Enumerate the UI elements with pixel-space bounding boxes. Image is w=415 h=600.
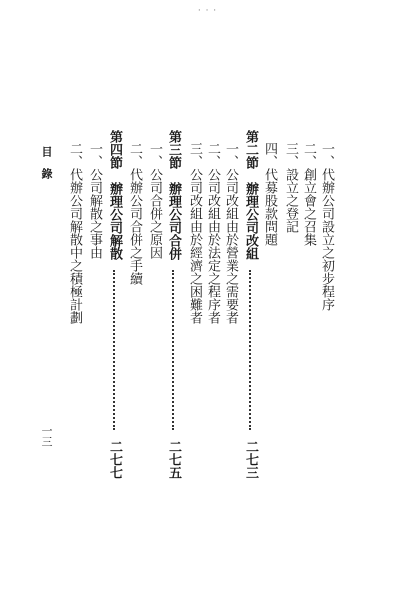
page-number-section-4: 二七七 (107, 440, 122, 479)
leader-dots-section-3 (172, 270, 174, 430)
leader-dots-section-2 (249, 270, 251, 430)
toc-entry-5: 一、公司改組由於營業之需要者 (223, 142, 238, 324)
header-mark: · · · (197, 6, 218, 16)
toc-entry-2: 二、創立會之召集 (301, 142, 316, 246)
toc-entry-10: 二、代辦公司合併之手續 (127, 142, 142, 285)
toc-entry-7: 三、公司改組由於經濟之困難者 (187, 142, 202, 324)
toc-entry-9: 一、公司合併之原因 (147, 142, 162, 259)
page-folio: 一三 (40, 425, 53, 447)
toc-section-2: 第二節 辦理公司改組 (243, 130, 258, 260)
toc-entry-6: 二、公司改組由於法定之程序者 (205, 142, 220, 324)
toc-entry-13: 二、代辦公司解散中之積極計劃 (67, 142, 82, 324)
toc-section-3: 第三節 辦理公司合併 (166, 130, 181, 260)
toc-entry-12: 一、公司解散之事由 (87, 142, 102, 259)
toc-entry-3: 三、設立之登記 (283, 142, 298, 233)
toc-entry-1: 一、代辦公司設立之初步程序 (319, 142, 334, 311)
toc-section-4: 第四節 辦理公司解散 (107, 130, 122, 260)
page-number-section-2: 二七三 (243, 440, 258, 479)
running-head: 目 錄 (40, 146, 53, 179)
leader-dots-section-4 (113, 270, 115, 430)
page-number-section-3: 二七五 (166, 440, 181, 479)
toc-entry-4: 四、代募股款問題 (262, 142, 277, 246)
